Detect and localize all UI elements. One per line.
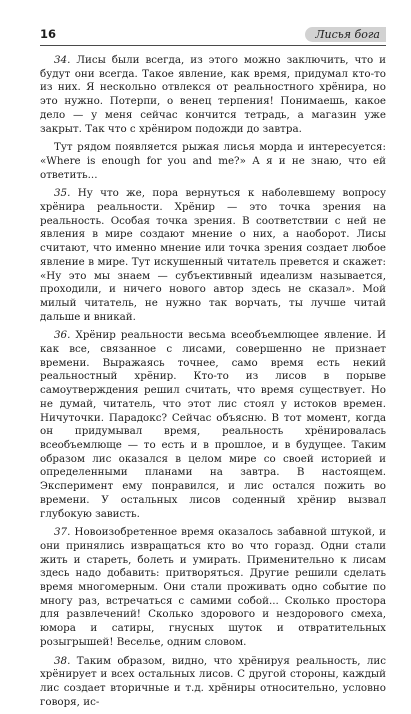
paragraph-text: Лисы были всегда, из этого можно заключить, что и будут они всегда. Такое явление, как время, придумал кто-то из них. Я нескольно отвлекся от реальностного хрёнира, но это нужно. Потерпи, о венец терпения! Понимаешь, какое дело — у меня сейчас кончится тетрадь, а магазин уже закрыт. Так что с хрёниром подожди до завтра. [40,54,386,135]
paragraph-34-continued [40,141,386,182]
paragraph-number: 34. [54,54,71,66]
paragraph-text: Хрёнир реальности весьма всеобъемлющее явление. И как все, связанное с лисами, совершенно не признает времени. Выражаясь точнее, само время есть некий реальностный хрёнир. Кто-то из лисов в порыве самоутверждения решил считать, что время существует. Но не думай, читатель, что этот лис стоял у истоков времен. Ничуточки. Парадокс? Сейчас объясню. В тот момент, когда он придумывал время, реальность хрёнировалась всеобъемлюще — то есть и в прошлое, и в будущее. Таким образом лис оказался в целом мире со своей историей и определенными планами на завтра. В настоящем. Эксперимент ему понравился, и лис остался пожить во времени. У остальных лисов соденный хрёнир вызвал глубокую зависть. [40,329,386,520]
header-rule [40,45,386,46]
paragraph-text: Новоизобретенное время оказалось забавной штукой, и они принялись извращаться кто во что горазд. Одни стали жить и стареть, болеть и умирать. Применительно к лисам здесь надо добавить: притворяться. Другие решили сделать время многомерным. Они стали проживать одно событие по многу раз, встречаться с самими собой... Сколько простора для развлечений! Сколько здорового и нездорового смеха, юмора и сатиры, гнусных шуток и отвратительных розыгрышей! Веселье, одним словом. [40,526,386,648]
running-header [40,24,386,48]
paragraph-number: 38. [54,654,71,667]
page-body [40,54,386,714]
paragraph-text: Таким образом, видно, что хрёнируя реальность, лис хрёнирует и всех остальных лисов. С другой стороны, каждый лис создает вторичные и т.д. хрёниры относительно, условно говоря, ис- [40,654,386,708]
paragraph-number: 35. [54,187,71,200]
paragraph-35 [40,187,386,324]
paragraph-38 [40,655,386,710]
paragraph-text: Тут рядом появляется рыжая лисья морда и интересуется: «Where is enough for you and me?» А я и не знаю, что ей ответить... [40,141,386,181]
paragraph-number: 36. [54,329,71,342]
paragraph-36 [40,329,386,521]
page-number: 16 [40,27,57,41]
paragraph-34 [40,54,386,136]
paragraph-number: 37. [54,526,71,539]
paragraph-37 [40,526,386,649]
book-title-tab: Лисья бога [305,27,386,42]
paragraph-text: Ну что же, пора вернуться к наболевшему вопросу хрёнира реальности. Хрёнир — это точка зрения на реальность. Особая точка зрения. В соответствии с ней не явления в мире создают мнение о них, а наоборот. Лисы считают, что именно мнение или точка зрения создает любое явление в мире. Тут искушенный читатель превется и скажет: «Ну это мы знаем — субъективный идеализм называется, проходили, и ничего нового автор здесь не сказал». Мой милый читатель, не нужно так ворчать, ты лучше читай дальше и вникай. [40,187,386,323]
